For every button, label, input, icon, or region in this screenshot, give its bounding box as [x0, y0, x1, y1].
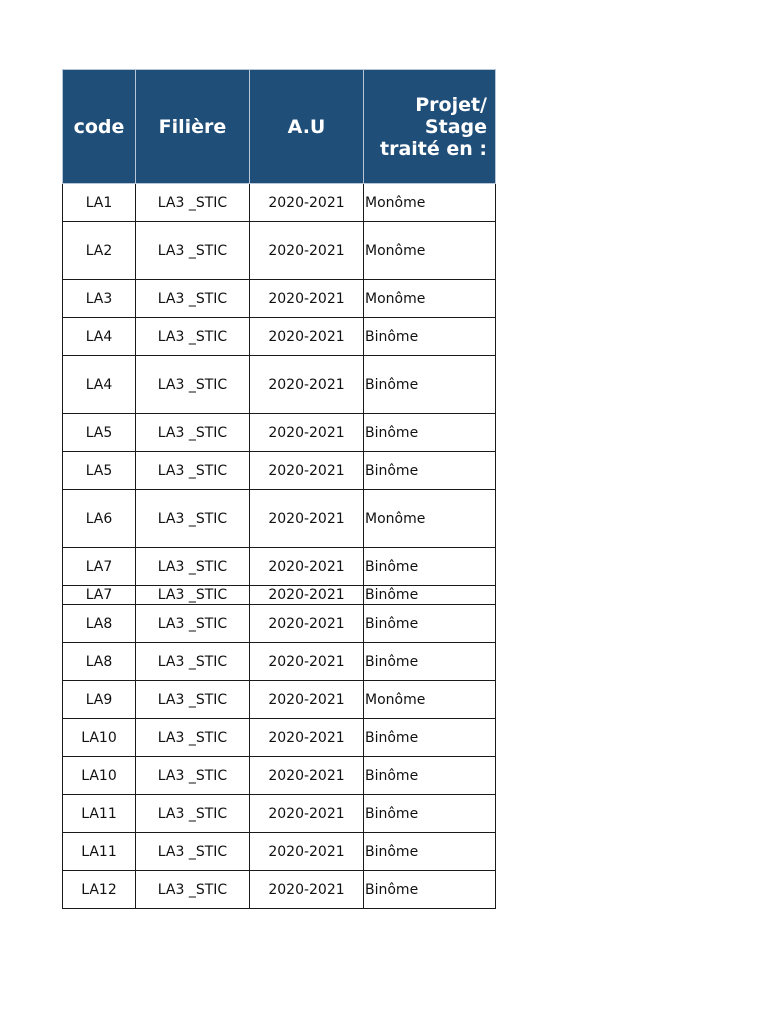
projects-table: [62, 69, 496, 909]
cell-au: 2020-2021: [250, 605, 364, 643]
cell-projet: Monôme: [364, 490, 496, 548]
table-row: [63, 222, 496, 280]
table-row: [63, 452, 496, 490]
table-row: [63, 871, 496, 909]
cell-filiere: LA3 _STIC: [136, 757, 250, 795]
header-projet-line-1: Projet/: [415, 93, 487, 116]
cell-filiere: LA3 _STIC: [136, 586, 250, 605]
header-projet: [364, 70, 496, 184]
cell-projet: Binôme: [364, 548, 496, 586]
cell-code: LA11: [63, 795, 136, 833]
cell-filiere: LA3 _STIC: [136, 719, 250, 757]
cell-au: 2020-2021: [250, 833, 364, 871]
table-row: [63, 548, 496, 586]
cell-code: LA6: [63, 490, 136, 548]
cell-au: 2020-2021: [250, 452, 364, 490]
cell-filiere: LA3 _STIC: [136, 414, 250, 452]
cell-code: LA8: [63, 605, 136, 643]
cell-au: 2020-2021: [250, 490, 364, 548]
table-row: [63, 757, 496, 795]
cell-au: 2020-2021: [250, 719, 364, 757]
cell-filiere: LA3 _STIC: [136, 184, 250, 222]
table-row: [63, 795, 496, 833]
table-row: [63, 280, 496, 318]
cell-au: 2020-2021: [250, 280, 364, 318]
cell-au: 2020-2021: [250, 586, 364, 605]
cell-filiere: LA3 _STIC: [136, 452, 250, 490]
table-row: [63, 681, 496, 719]
cell-projet: Binôme: [364, 586, 496, 605]
cell-filiere: LA3 _STIC: [136, 795, 250, 833]
cell-projet: Binôme: [364, 757, 496, 795]
table-row: [63, 414, 496, 452]
header-projet-line-3: traité en :: [380, 137, 487, 160]
cell-au: 2020-2021: [250, 871, 364, 909]
cell-code: LA1: [63, 184, 136, 222]
cell-projet: Binôme: [364, 452, 496, 490]
cell-au: 2020-2021: [250, 795, 364, 833]
cell-code: LA4: [63, 356, 136, 414]
table-row: [63, 719, 496, 757]
cell-code: LA4: [63, 318, 136, 356]
cell-code: LA12: [63, 871, 136, 909]
cell-au: 2020-2021: [250, 222, 364, 280]
table-row: [63, 643, 496, 681]
cell-projet: Binôme: [364, 605, 496, 643]
cell-filiere: LA3 _STIC: [136, 871, 250, 909]
table-row: [63, 605, 496, 643]
cell-filiere: LA3 _STIC: [136, 222, 250, 280]
cell-filiere: LA3 _STIC: [136, 643, 250, 681]
cell-projet: Binôme: [364, 833, 496, 871]
cell-projet: Binôme: [364, 414, 496, 452]
cell-code: LA10: [63, 757, 136, 795]
cell-projet: Monôme: [364, 184, 496, 222]
cell-projet: Binôme: [364, 871, 496, 909]
header-row: [63, 70, 496, 184]
cell-filiere: LA3 _STIC: [136, 280, 250, 318]
cell-projet: Binôme: [364, 643, 496, 681]
table-row: [63, 356, 496, 414]
cell-filiere: LA3 _STIC: [136, 833, 250, 871]
cell-projet: Monôme: [364, 681, 496, 719]
cell-projet: Binôme: [364, 356, 496, 414]
table-row: [63, 490, 496, 548]
cell-filiere: LA3 _STIC: [136, 318, 250, 356]
cell-au: 2020-2021: [250, 414, 364, 452]
cell-code: LA5: [63, 452, 136, 490]
cell-projet: Monôme: [364, 222, 496, 280]
cell-filiere: LA3 _STIC: [136, 548, 250, 586]
header-code: code: [63, 70, 136, 184]
cell-code: LA7: [63, 548, 136, 586]
cell-code: LA2: [63, 222, 136, 280]
cell-au: 2020-2021: [250, 184, 364, 222]
table-row: [63, 184, 496, 222]
cell-code: LA7: [63, 586, 136, 605]
table-row: [63, 586, 496, 605]
cell-projet: Binôme: [364, 318, 496, 356]
cell-projet: Monôme: [364, 280, 496, 318]
cell-code: LA11: [63, 833, 136, 871]
cell-au: 2020-2021: [250, 548, 364, 586]
cell-projet: Binôme: [364, 795, 496, 833]
cell-au: 2020-2021: [250, 757, 364, 795]
table-row: [63, 833, 496, 871]
header-au: A.U: [250, 70, 364, 184]
cell-filiere: LA3 _STIC: [136, 605, 250, 643]
cell-code: LA10: [63, 719, 136, 757]
cell-filiere: LA3 _STIC: [136, 490, 250, 548]
cell-filiere: LA3 _STIC: [136, 681, 250, 719]
cell-filiere: LA3 _STIC: [136, 356, 250, 414]
cell-projet: Binôme: [364, 719, 496, 757]
cell-code: LA8: [63, 643, 136, 681]
cell-au: 2020-2021: [250, 356, 364, 414]
cell-code: LA9: [63, 681, 136, 719]
table-row: [63, 318, 496, 356]
header-projet-line-2: Stage: [424, 115, 487, 138]
cell-au: 2020-2021: [250, 681, 364, 719]
cell-au: 2020-2021: [250, 643, 364, 681]
cell-code: LA5: [63, 414, 136, 452]
header-filiere: Filière: [136, 70, 250, 184]
cell-au: 2020-2021: [250, 318, 364, 356]
cell-code: LA3: [63, 280, 136, 318]
